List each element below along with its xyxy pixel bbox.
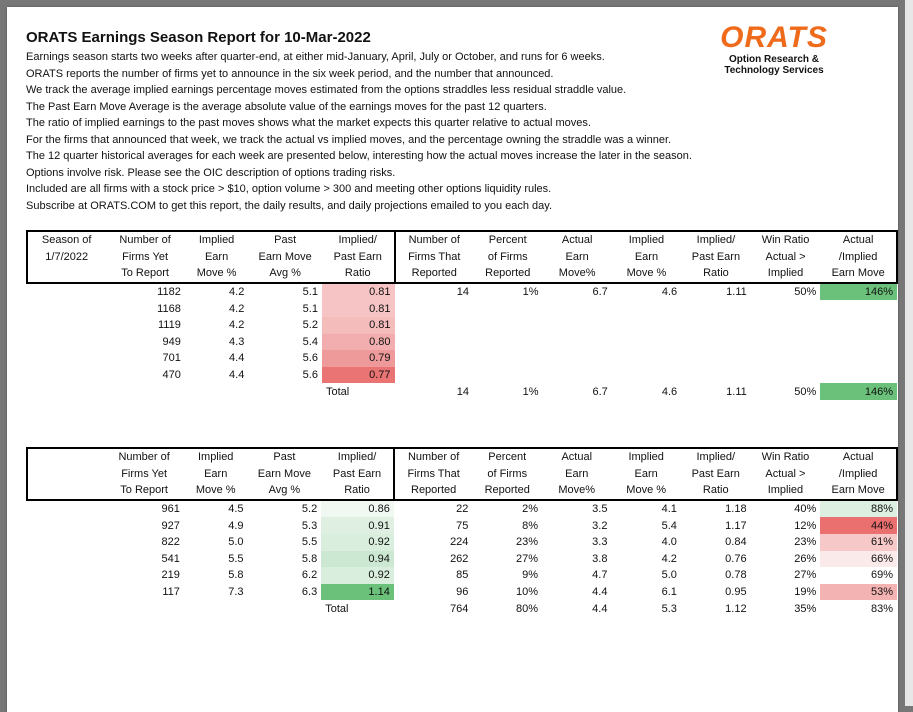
table-cell: 0.78 (725, 569, 747, 582)
column-header: /Implied (820, 466, 897, 483)
intro-text (26, 49, 692, 214)
intro-line: ORATS reports the number of firms yet to announce in the six week period, and the number that announced. (26, 67, 554, 80)
column-header: Firms Yet (122, 250, 169, 263)
column-header: Avg % (248, 482, 322, 500)
table-cell (395, 334, 473, 351)
table-cell (543, 367, 612, 384)
table-cell: 26% (794, 552, 817, 565)
table-cell (27, 300, 105, 317)
logo-subtitle-2: Technology Services (724, 65, 824, 76)
header-row (27, 231, 897, 249)
table-cell (751, 350, 821, 367)
table-cell: 961 (161, 503, 180, 516)
column-header: Actual > (765, 467, 806, 480)
table-row (27, 317, 897, 334)
table-cell: 75 (456, 519, 469, 532)
column-header: Past Earn (691, 467, 740, 480)
table-cell (681, 350, 751, 367)
column-header: Firms Yet (121, 467, 168, 480)
column-header: Implied/ (322, 231, 395, 249)
logo-subtitle-1: Option Research & (728, 54, 820, 65)
table-cell (543, 334, 612, 351)
column-header: Reported (473, 265, 543, 283)
intro-line: For the firms that announced that week, we track the actual vs implied moves, and the percentage owning the straddle was a winner. (26, 133, 672, 146)
total-cell (105, 383, 184, 400)
table-cell: 262 (450, 552, 469, 565)
table-cell (820, 350, 897, 367)
table-cell: 50% (794, 286, 817, 299)
table-cell: 0.81 (322, 317, 395, 334)
total-cell (248, 600, 322, 617)
total-row (27, 383, 897, 400)
column-header: Earn Move (258, 250, 312, 263)
total-cell: 1.11 (726, 385, 747, 398)
column-header: Move % (185, 265, 249, 283)
table-cell (681, 367, 751, 384)
table-row (27, 300, 897, 317)
column-header: Ratio (681, 265, 751, 283)
column-header: Percent (473, 231, 543, 249)
table-cell: 53% (820, 584, 897, 601)
table-row (27, 367, 897, 384)
table-cell: 4.4 (592, 586, 608, 599)
table-cell: 5.8 (301, 552, 318, 565)
total-cell: 14 (456, 385, 469, 398)
report-page (7, 7, 898, 712)
table-cell: 949 (162, 335, 181, 348)
table-cell: 0.94 (321, 551, 394, 568)
table-row (27, 551, 897, 568)
column-header: of Firms (487, 467, 528, 480)
table-cell (473, 334, 543, 351)
table-cell: 4.1 (661, 503, 677, 516)
total-cell: 146% (820, 383, 897, 400)
total-cell: 35% (794, 602, 817, 615)
table-cell (27, 350, 105, 367)
total-cell: 1.12 (725, 602, 747, 615)
table-cell: 5.1 (302, 302, 318, 315)
intro-line: Subscribe at ORATS.COM to get this report, the daily results, and daily projections emailed to you each day. (26, 199, 553, 212)
table-cell: 117 (162, 586, 180, 599)
column-header: Earn Move (257, 467, 311, 480)
table-cell: 4.7 (592, 569, 608, 582)
table-cell: 0.91 (321, 517, 394, 534)
column-header: Reported (395, 265, 473, 283)
table-cell: 3.3 (592, 536, 608, 549)
column-header: Implied (185, 231, 249, 249)
column-header: Number of (395, 231, 473, 249)
column-header: Actual (820, 231, 897, 249)
table-cell: 5.1 (302, 286, 318, 299)
table-cell: 1182 (157, 286, 181, 299)
intro-line: Earnings season starts two weeks after quarter-end, at either mid-January, April, July or October, and runs for 6 weeks. (26, 51, 605, 63)
table-cell: 0.81 (322, 300, 395, 317)
table-cell: 219 (161, 569, 180, 582)
table-cell (473, 317, 543, 334)
table-cell: 44% (820, 517, 897, 534)
column-header: Implied (611, 448, 680, 466)
table-cell: 470 (162, 369, 181, 382)
orats-logo (719, 22, 829, 76)
table-cell: 27% (794, 569, 817, 582)
table-cell (543, 317, 612, 334)
table-cell (820, 300, 897, 317)
table-cell: 701 (162, 352, 181, 365)
column-header: Actual > (765, 250, 806, 263)
table-cell: 4.2 (229, 319, 245, 332)
table-cell (681, 300, 751, 317)
table-cell (612, 334, 681, 351)
table-cell: 0.80 (322, 334, 395, 351)
total-cell: 764 (450, 602, 469, 615)
table-cell: 12% (794, 519, 817, 532)
table-cell: 88% (820, 500, 897, 518)
table-cell: 0.92 (321, 567, 394, 584)
table-cell: 6.2 (301, 569, 318, 582)
header-row (27, 482, 897, 500)
intro-line: The Past Earn Move Average is the average absolute value of the earnings moves for the past 12 quarters. (26, 100, 547, 113)
total-cell (184, 600, 248, 617)
table-cell: 3.5 (592, 503, 608, 516)
column-header: Actual (542, 448, 611, 466)
column-header: Actual (543, 231, 612, 249)
table-cell (395, 300, 473, 317)
header-row (27, 466, 897, 483)
column-header: To Report (105, 265, 184, 283)
table-cell: 4.5 (228, 503, 244, 516)
column-header: Actual (820, 448, 897, 466)
table-cell: 9% (522, 569, 539, 582)
total-cell: 5.3 (661, 602, 677, 615)
column-header: Move% (542, 482, 611, 500)
table-cell: 0.92 (321, 534, 394, 551)
table-cell (612, 367, 681, 384)
table-cell: 0.86 (321, 500, 394, 518)
table-cell: 5.2 (302, 319, 318, 332)
column-header: Earn (634, 250, 659, 263)
table-cell: 1.17 (725, 519, 747, 532)
table-cell: 23% (516, 536, 539, 549)
total-cell: 80% (516, 602, 539, 615)
table-cell: 4.2 (661, 552, 677, 565)
intro-line: Options involve risk. Please see the OIC description of options trading risks. (26, 166, 396, 179)
table-cell: 4.0 (661, 536, 677, 549)
intro-line: The 12 quarter historical averages for each week are presented below, interesting how the actual moves increase the later in the season. (26, 150, 692, 162)
column-header: Reported (472, 482, 542, 500)
table-cell: 0.84 (725, 536, 747, 549)
table-cell: 1.11 (726, 286, 747, 299)
total-cell (185, 383, 249, 400)
total-label: Total (325, 602, 349, 615)
table-cell: 541 (161, 552, 180, 565)
table-cell: 4.2 (229, 302, 245, 315)
table-row (27, 567, 897, 584)
table-cell: 4.4 (229, 352, 245, 365)
column-header: of Firms (487, 250, 528, 263)
column-header: 1/7/2022 (27, 249, 105, 266)
table-cell: 61% (820, 534, 897, 551)
column-header: Earn (565, 250, 589, 263)
table-cell: 1% (522, 286, 539, 299)
total-label: Total (325, 385, 350, 398)
column-header (27, 466, 104, 483)
table-cell (751, 317, 821, 334)
column-header: Implied (751, 265, 821, 283)
column-header: Past (248, 448, 322, 466)
table-cell (27, 534, 104, 551)
column-header: Number of (394, 448, 473, 466)
column-header: Past Earn (691, 250, 741, 263)
total-cell (248, 383, 322, 400)
table-row (27, 584, 897, 601)
logo-wordmark: ORATS (720, 21, 828, 54)
table-cell (473, 300, 543, 317)
table-cell: 27% (516, 552, 539, 565)
table-cell (27, 551, 104, 568)
table-cell (612, 350, 681, 367)
table-cell: 7.3 (228, 586, 244, 599)
table-cell: 822 (161, 536, 180, 549)
header-row (27, 448, 897, 466)
table-cell: 5.0 (661, 569, 677, 582)
table-cell: 4.6 (661, 286, 678, 299)
table-cell: 4.3 (229, 335, 245, 348)
table-cell (27, 283, 105, 301)
column-header: Win Ratio (751, 231, 821, 249)
table-cell: 5.4 (661, 519, 677, 532)
total-cell: 4.6 (661, 385, 678, 398)
total-cell: 1% (522, 385, 539, 398)
table-cell: 4.4 (229, 369, 245, 382)
table-row (27, 534, 897, 551)
table-cell (395, 317, 473, 334)
table-row (27, 517, 897, 534)
report-title: ORATS Earnings Season Report for 10-Mar-2022 (26, 29, 371, 46)
column-header: Earn (204, 250, 229, 263)
column-header: Past Earn (332, 467, 382, 480)
total-cell (27, 383, 105, 400)
historical-table (26, 447, 898, 617)
table-cell (820, 334, 897, 351)
column-header: Implied (612, 231, 681, 249)
total-cell: 6.7 (592, 385, 608, 398)
table-cell (820, 367, 897, 384)
table-cell (27, 517, 104, 534)
table-cell (27, 334, 105, 351)
table-cell: 0.77 (322, 367, 395, 384)
column-header: Percent (472, 448, 542, 466)
table-cell: 2% (522, 503, 539, 516)
table-cell (27, 567, 104, 584)
table-cell: 0.81 (322, 283, 395, 301)
column-header: Earn Move (820, 482, 897, 500)
table-cell: 69% (820, 567, 897, 584)
column-header: Win Ratio (751, 448, 821, 466)
table-cell (27, 584, 104, 601)
table-cell: 3.2 (592, 519, 608, 532)
table-cell: 5.5 (228, 552, 244, 565)
column-header: Past (248, 231, 322, 249)
column-header: Move % (612, 265, 681, 283)
table-cell: 0.95 (725, 586, 747, 599)
table-row (27, 283, 897, 301)
table-cell: 1.18 (725, 503, 747, 516)
table-cell: 6.1 (661, 586, 677, 599)
table-cell: 5.4 (302, 335, 318, 348)
table-cell (820, 317, 897, 334)
table-cell: 4.2 (229, 286, 245, 299)
column-header: Implied/ (681, 448, 751, 466)
table-cell: 5.6 (302, 369, 318, 382)
column-header: Implied (751, 482, 821, 500)
table-cell: 6.3 (301, 586, 318, 599)
column-header: Ratio (681, 482, 751, 500)
table-cell: 1168 (157, 302, 181, 315)
table-cell (473, 350, 543, 367)
column-header: Ratio (321, 482, 394, 500)
table-cell (27, 500, 104, 518)
intro-line: We track the average implied earnings percentage moves estimated from the options straddles less residual straddle value. (26, 84, 627, 96)
column-header: Earn Move (820, 265, 897, 283)
column-header (27, 448, 104, 466)
table-cell (395, 367, 473, 384)
column-header (27, 482, 104, 500)
table-cell: 0.76 (725, 552, 747, 565)
column-header: Implied (184, 448, 248, 466)
column-header: Implied/ (681, 231, 751, 249)
table-cell (473, 367, 543, 384)
column-header: To Report (104, 482, 184, 500)
table-row (27, 500, 897, 518)
column-header: Number of (105, 231, 184, 249)
column-header: Reported (394, 482, 473, 500)
table-cell: 19% (794, 586, 817, 599)
table-cell (681, 317, 751, 334)
table-cell: 0.79 (322, 350, 395, 367)
table-cell (543, 300, 612, 317)
table-cell (612, 317, 681, 334)
table-cell: 1.14 (321, 584, 394, 601)
table-cell: 6.7 (592, 286, 608, 299)
table-cell: 5.8 (228, 569, 244, 582)
table-cell (751, 367, 821, 384)
column-header: Earn (565, 467, 589, 480)
table-cell: 66% (820, 551, 897, 568)
column-header: Earn (634, 467, 658, 480)
table-cell: 8% (522, 519, 539, 532)
intro-line: The ratio of implied earnings to the past moves shows what the market expects this quarter relative to actual moves. (26, 117, 591, 129)
table-cell: 5.6 (302, 352, 318, 365)
table-cell (751, 300, 821, 317)
table-cell: 224 (450, 536, 469, 549)
table-cell: 927 (161, 519, 180, 532)
table-cell (681, 334, 751, 351)
total-cell: 4.4 (592, 602, 608, 615)
table-cell (27, 317, 105, 334)
column-header: Number of (104, 448, 184, 466)
table-cell: 5.2 (301, 503, 318, 516)
column-header: /Implied (820, 249, 897, 266)
table-cell: 10% (516, 586, 539, 599)
table-cell (395, 350, 473, 367)
column-header: Move % (611, 482, 680, 500)
table-cell: 5.3 (301, 519, 318, 532)
intro-line: Included are all firms with a stock price > $10, option volume > 300 and meeting other options liquidity rules. (26, 183, 552, 195)
table-cell (751, 334, 821, 351)
column-header: Season of (27, 231, 105, 249)
header-row (27, 249, 897, 266)
window-edge (905, 0, 913, 706)
table-cell (543, 350, 612, 367)
column-header: Firms That (394, 466, 473, 483)
table-cell: 22 (456, 503, 469, 516)
total-row (27, 600, 897, 617)
column-header: Earn (204, 467, 228, 480)
table-cell: 3.8 (592, 552, 608, 565)
total-cell (27, 600, 104, 617)
table-cell: 23% (794, 536, 817, 549)
table-cell: 146% (820, 283, 897, 301)
table-row (27, 350, 897, 367)
table-cell (612, 300, 681, 317)
column-header: Past Earn (333, 250, 382, 263)
column-header: Firms That (395, 249, 473, 266)
table-cell (27, 367, 105, 384)
header-row (27, 265, 897, 283)
table-cell: 5.5 (301, 536, 318, 549)
total-cell (104, 600, 184, 617)
column-header: Avg % (248, 265, 322, 283)
column-header: Implied/ (321, 448, 394, 466)
table-cell: 96 (456, 586, 469, 599)
column-header: Move% (543, 265, 612, 283)
table-cell: 1119 (157, 319, 181, 332)
table-cell: 85 (456, 569, 469, 582)
table-cell: 40% (794, 503, 817, 516)
column-header: Move % (184, 482, 248, 500)
total-cell: 50% (794, 385, 817, 398)
table-row (27, 334, 897, 351)
table-cell: 14 (456, 286, 469, 299)
column-header (27, 265, 105, 283)
total-cell: 83% (870, 602, 893, 615)
column-header: Ratio (322, 265, 395, 283)
table-cell: 5.0 (228, 536, 244, 549)
table-cell: 4.9 (228, 519, 244, 532)
season-table (26, 230, 898, 400)
